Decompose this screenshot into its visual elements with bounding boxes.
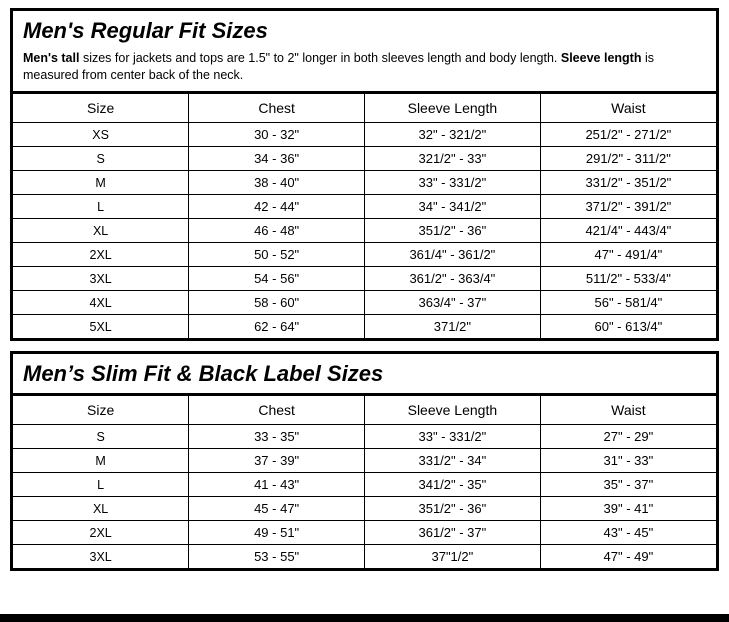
cell-chest: 49 - 51" [189, 521, 365, 545]
cell-size: 3XL [13, 267, 189, 291]
cell-sleeve: 351/2" - 36" [365, 497, 541, 521]
column-header-size: Size [13, 94, 189, 123]
cell-chest: 34 - 36" [189, 147, 365, 171]
table-row [13, 425, 716, 449]
cell-chest: 37 - 39" [189, 449, 365, 473]
cell-waist: 27" - 29" [540, 425, 716, 449]
cell-waist: 251/2" - 271/2" [540, 123, 716, 147]
cell-chest: 38 - 40" [189, 171, 365, 195]
cell-size: M [13, 171, 189, 195]
cell-size: XL [13, 497, 189, 521]
table-row [13, 147, 716, 171]
cell-chest: 53 - 55" [189, 545, 365, 569]
table-row [13, 219, 716, 243]
cell-chest: 45 - 47" [189, 497, 365, 521]
cell-sleeve: 321/2" - 33" [365, 147, 541, 171]
cell-chest: 54 - 56" [189, 267, 365, 291]
cell-chest: 41 - 43" [189, 473, 365, 497]
cell-chest: 30 - 32" [189, 123, 365, 147]
cell-sleeve: 32" - 321/2" [365, 123, 541, 147]
column-header-size: Size [13, 396, 189, 425]
cell-sleeve: 331/2" - 34" [365, 449, 541, 473]
cell-waist: 291/2" - 311/2" [540, 147, 716, 171]
column-header-sleeve-length: Sleeve Length [365, 396, 541, 425]
cell-size: 4XL [13, 291, 189, 315]
cell-sleeve: 361/2" - 363/4" [365, 267, 541, 291]
cell-sleeve: 363/4" - 37" [365, 291, 541, 315]
cell-chest: 58 - 60" [189, 291, 365, 315]
section-title: Men’s Slim Fit & Black Label Sizes [13, 354, 716, 396]
table-row [13, 267, 716, 291]
table-row [13, 449, 716, 473]
bottom-rule [0, 614, 729, 622]
note-bold-mens-tall: Men's tall [23, 51, 80, 65]
cell-size: 2XL [13, 243, 189, 267]
column-header-waist: Waist [540, 94, 716, 123]
section-title: Men's Regular Fit Sizes [23, 18, 268, 43]
size-table-regular-fit [13, 94, 716, 338]
column-header-waist: Waist [540, 396, 716, 425]
note-text-2: is measured from center back of the neck. [23, 51, 654, 82]
table-row [13, 171, 716, 195]
cell-waist: 60" - 613/4" [540, 315, 716, 339]
cell-waist: 43" - 45" [540, 521, 716, 545]
cell-waist: 39" - 41" [540, 497, 716, 521]
cell-sleeve: 361/2" - 37" [365, 521, 541, 545]
cell-waist: 421/4" - 443/4" [540, 219, 716, 243]
table-row [13, 473, 716, 497]
cell-size: XS [13, 123, 189, 147]
table-header-row [13, 94, 716, 123]
cell-sleeve: 351/2" - 36" [365, 219, 541, 243]
table-row [13, 497, 716, 521]
cell-sleeve: 361/4" - 361/2" [365, 243, 541, 267]
cell-size: XL [13, 219, 189, 243]
cell-waist: 371/2" - 391/2" [540, 195, 716, 219]
size-section-regular-fit [10, 8, 719, 341]
table-header-row [13, 396, 716, 425]
cell-chest: 62 - 64" [189, 315, 365, 339]
cell-size: 5XL [13, 315, 189, 339]
cell-size: L [13, 473, 189, 497]
size-table-slim-fit [13, 396, 716, 568]
cell-sleeve: 37"1/2" [365, 545, 541, 569]
column-header-sleeve-length: Sleeve Length [365, 94, 541, 123]
table-row [13, 195, 716, 219]
cell-waist: 47" - 491/4" [540, 243, 716, 267]
cell-waist: 31" - 33" [540, 449, 716, 473]
size-table-wrapper [13, 396, 716, 568]
cell-sleeve: 34" - 341/2" [365, 195, 541, 219]
size-table-wrapper [13, 94, 716, 338]
cell-size: M [13, 449, 189, 473]
table-row [13, 291, 716, 315]
cell-sleeve: 341/2" - 35" [365, 473, 541, 497]
cell-size: 3XL [13, 545, 189, 569]
cell-chest: 46 - 48" [189, 219, 365, 243]
column-header-chest: Chest [189, 396, 365, 425]
size-section-slim-fit [10, 351, 719, 571]
table-row [13, 545, 716, 569]
cell-waist: 511/2" - 533/4" [540, 267, 716, 291]
table-row [13, 243, 716, 267]
cell-waist: 331/2" - 351/2" [540, 171, 716, 195]
cell-chest: 33 - 35" [189, 425, 365, 449]
cell-size: S [13, 147, 189, 171]
note-text-1: sizes for jackets and tops are 1.5" to 2" longer in both sleeves length and body length. [79, 51, 561, 65]
table-row [13, 123, 716, 147]
cell-size: L [13, 195, 189, 219]
cell-chest: 50 - 52" [189, 243, 365, 267]
column-header-chest: Chest [189, 94, 365, 123]
cell-waist: 47" - 49" [540, 545, 716, 569]
cell-sleeve: 33" - 331/2" [365, 171, 541, 195]
cell-chest: 42 - 44" [189, 195, 365, 219]
cell-waist: 56" - 581/4" [540, 291, 716, 315]
cell-waist: 35" - 37" [540, 473, 716, 497]
cell-sleeve: 33" - 331/2" [365, 425, 541, 449]
table-row [13, 315, 716, 339]
table-row [13, 521, 716, 545]
cell-sleeve: 371/2" [365, 315, 541, 339]
cell-size: 2XL [13, 521, 189, 545]
note-bold-sleeve-length: Sleeve length [560, 51, 642, 65]
cell-size: S [13, 425, 189, 449]
section-note [13, 50, 716, 94]
